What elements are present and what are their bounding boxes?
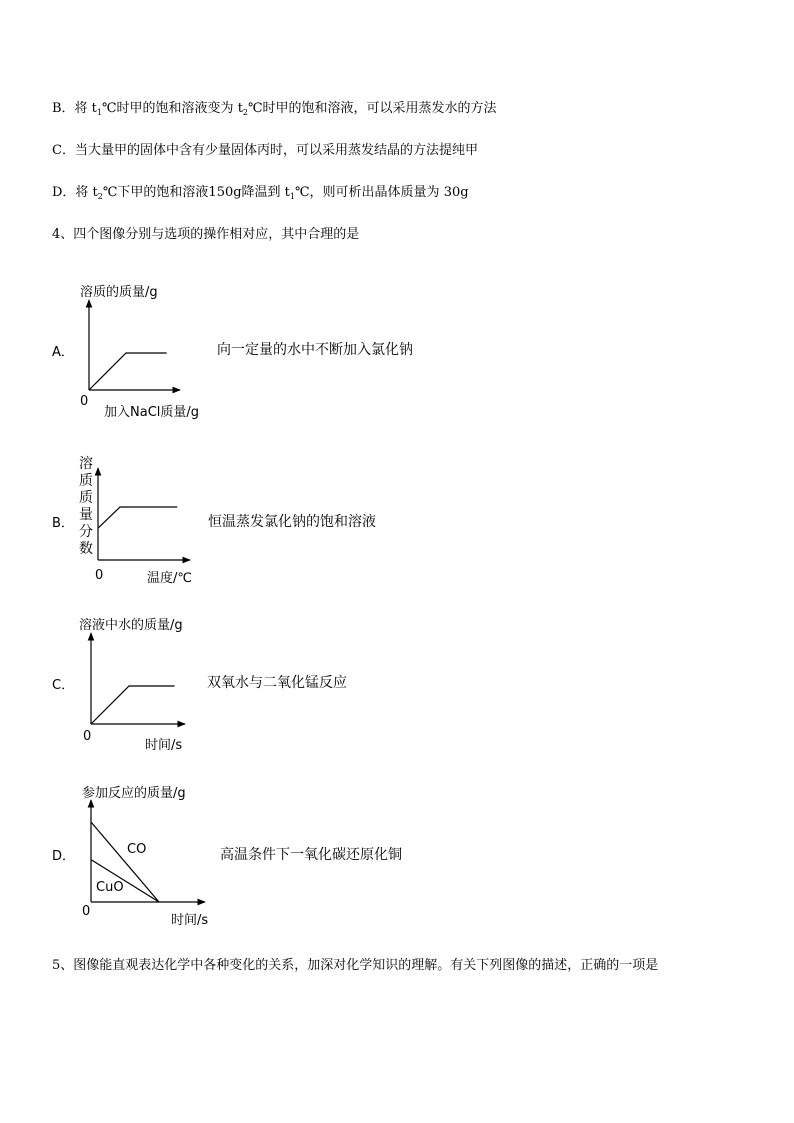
graph-b-series-line-1: [98, 507, 177, 528]
option-c-letter: C．: [52, 678, 75, 693]
graph-a-xlabel: 加入NaCl质量/g: [104, 405, 200, 420]
subscript: 1: [96, 108, 103, 117]
graph-d-series-line-2: [91, 860, 159, 902]
option-a-caption: 向一定量的水中不断加入氯化钠: [217, 342, 413, 358]
question-4: 4、四个图像分别与选项的操作相对应，其中合理的是: [52, 227, 360, 242]
graph-d-origin: 0: [82, 904, 91, 919]
graph-a-series-line-1: [89, 353, 167, 390]
ylabel-char: 数: [79, 541, 93, 557]
graph-c-origin: 0: [83, 729, 92, 744]
graph-d-series-cuo: CuO: [96, 880, 124, 895]
option-a-letter: A．: [52, 345, 74, 360]
graph-d-xlabel: 时间/s: [171, 913, 209, 928]
subscript: 2: [97, 192, 103, 201]
option-c-caption: 双氧水与二氧化锰反应: [207, 675, 347, 691]
ylabel-char: 分: [79, 524, 93, 540]
graph-c-ylabel: 溶液中水的质量/g: [79, 618, 183, 633]
text-seg: B．将 t: [52, 101, 97, 116]
text-seg: ℃时甲的饱和溶液，可以采用蒸发水的方法: [248, 101, 497, 116]
ylabel-char: 质: [79, 490, 93, 506]
text-seg: ℃时甲的饱和溶液变为 t: [102, 101, 243, 116]
graph-a-ylabel: 溶质的质量/g: [80, 285, 158, 300]
ylabel-char: 质: [79, 473, 93, 489]
graph-c-xlabel: 时间/s: [145, 738, 183, 753]
text-seg: ℃，则可析出晶体质量为 30g: [295, 185, 469, 200]
option-c-line: C．当大量甲的固体中含有少量固体丙时，可以采用蒸发结晶的方法提纯甲: [52, 143, 478, 158]
graph-d-series-co: CO: [127, 842, 147, 857]
option-b-letter: B．: [52, 516, 74, 531]
ylabel-char: 量: [79, 507, 93, 523]
subscript: 1: [289, 192, 296, 201]
question-5: 5、图像能直观表达化学中各种变化的关系，加深对化学知识的理解。有关下列图像的描述，正确的一项是: [52, 958, 659, 973]
graph-a-origin: 0: [80, 394, 89, 409]
option-d-letter: D．: [52, 849, 76, 864]
text-seg: ℃下甲的饱和溶液150g降温到 t: [102, 185, 290, 200]
subscript: 2: [242, 108, 249, 117]
graph-d-ylabel: 参加反应的质量/g: [82, 786, 186, 801]
graph-d-series-line-1: [91, 822, 159, 902]
option-d-caption: 高温条件下一氧化碳还原化铜: [220, 847, 402, 863]
graph-b-xlabel: 温度/℃: [147, 571, 192, 586]
ylabel-char: 溶: [79, 456, 93, 472]
graph-b-origin: 0: [95, 568, 104, 583]
option-b-caption: 恒温蒸发氯化钠的饱和溶液: [208, 514, 376, 530]
graph-c-series-line-1: [91, 686, 175, 724]
text-seg: D．将 t: [52, 185, 98, 200]
